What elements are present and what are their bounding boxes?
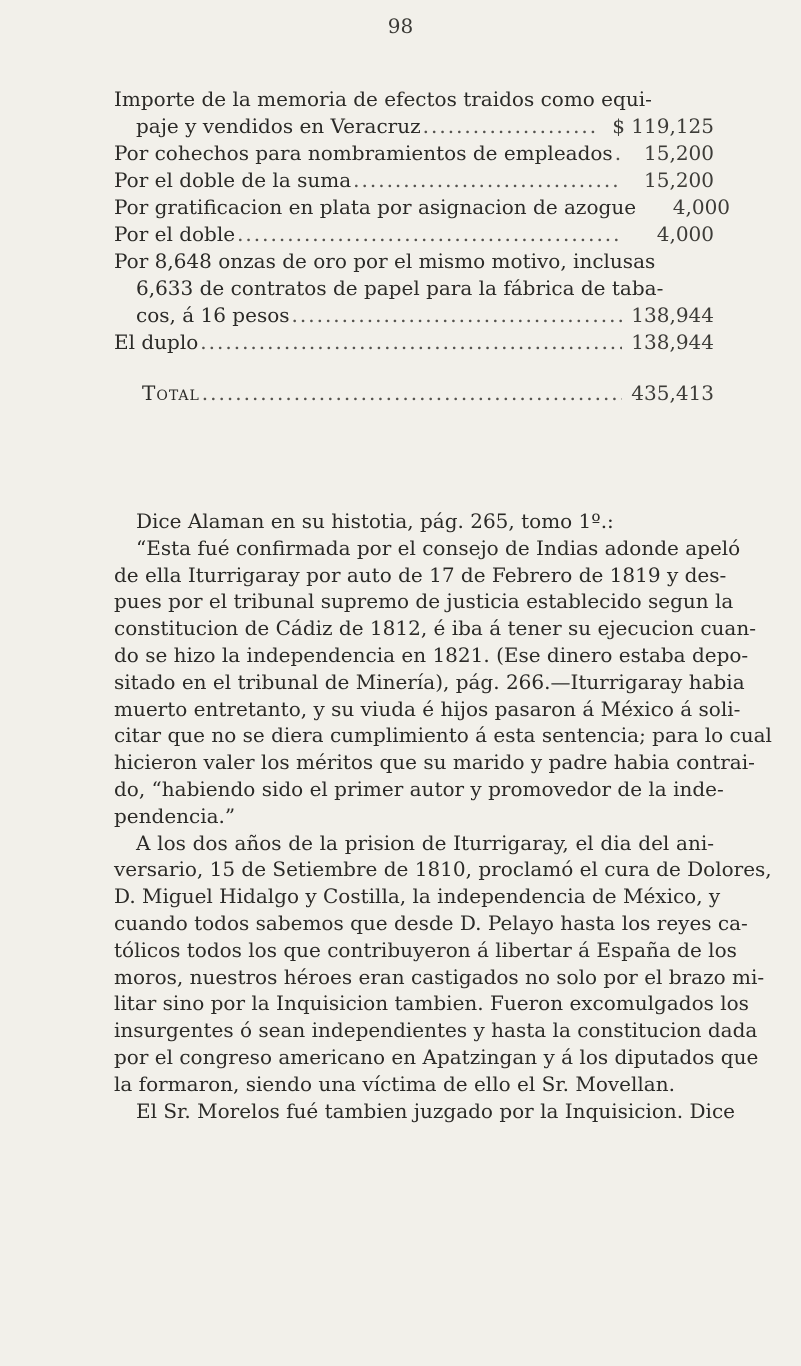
dot-leader bbox=[237, 221, 622, 248]
dot-leader bbox=[200, 329, 622, 356]
ledger-amount: 138,944 bbox=[631, 303, 714, 327]
ledger-description: cos, á 16 pesos bbox=[136, 303, 290, 327]
ledger-description: Por el doble bbox=[114, 222, 236, 246]
ledger-amount: 15,200 bbox=[644, 141, 714, 165]
ledger-description: Por gratificacion en plata por asignacion de azogue bbox=[114, 195, 637, 219]
ledger-description: El duplo bbox=[114, 330, 199, 354]
ledger-total-row bbox=[114, 380, 714, 407]
ledger-row bbox=[114, 167, 714, 194]
ledger-spacer bbox=[114, 356, 714, 380]
ledger-row bbox=[114, 86, 714, 113]
text-line: Dice Alaman en su histotia, pág. 265, tomo 1º.: bbox=[136, 509, 614, 533]
ledger-row bbox=[114, 248, 714, 275]
ledger-description: Por el doble de la suma bbox=[114, 168, 352, 192]
text-line: D. Miguel Hidalgo y Costilla, la independencia de México, y bbox=[114, 884, 721, 909]
ledger-description: Por cohechos para nombramientos de empleados bbox=[114, 141, 613, 165]
ledger-description: Por 8,648 onzas de oro por el mismo motivo, inclusas bbox=[114, 249, 656, 273]
ledger-row bbox=[114, 221, 714, 248]
ledger-description: paje y vendidos en Veracruz bbox=[136, 114, 421, 138]
text-line: insurgentes ó sean independientes y hasta la constitucion dada bbox=[114, 1018, 758, 1043]
ledger-row bbox=[114, 329, 714, 356]
ledger-amount: $ 119,125 bbox=[612, 114, 714, 138]
ledger-amount: 15,200 bbox=[644, 168, 714, 192]
text-line: A los dos años de la prision de Iturrigaray, el dia del ani- bbox=[136, 830, 714, 855]
text-line: El Sr. Morelos fué tambien juzgado por la Inquisicion. Dice bbox=[136, 1098, 735, 1123]
ledger-description: 6,633 de contratos de papel para la fábrica de taba- bbox=[136, 276, 664, 300]
text-line: citar que no se diera cumplimiento á esta sentencia; para lo cual bbox=[114, 723, 772, 748]
text-line: constitucion de Cádiz de 1812, é iba á tener su ejecucion cuan- bbox=[114, 616, 756, 641]
text-line: moros, nuestros héroes eran castigados no solo por el brazo mi- bbox=[114, 964, 765, 989]
text-line: do, “habiendo sido el primer autor y promovedor de la inde- bbox=[114, 776, 724, 801]
ledger-description: Importe de la memoria de efectos traidos como equi- bbox=[114, 87, 652, 111]
ledger-amount: 138,944 bbox=[631, 330, 714, 354]
text-line: la formaron, siendo una víctima de ello el Sr. Movellan. bbox=[114, 1071, 675, 1096]
text-line: versario, 15 de Setiembre de 1810, proclamó el cura de Dolores, bbox=[114, 857, 772, 882]
ledger-row bbox=[114, 113, 714, 140]
dot-leader bbox=[615, 140, 622, 167]
dot-leader bbox=[423, 113, 600, 140]
text-line: litar sino por la Inquisicion tambien. Fueron excomulgados los bbox=[114, 991, 749, 1016]
total-label: Total bbox=[142, 381, 200, 405]
text-line: hicieron valer los méritos que su marido y padre habia contrai- bbox=[114, 750, 755, 775]
text-line: sitado en el tribunal de Minería), pág. 266.—Iturrigaray habia bbox=[114, 669, 745, 694]
text-line: do se hizo la independencia en 1821. (Ese dinero estaba depo- bbox=[114, 642, 749, 667]
body-text bbox=[114, 508, 772, 1124]
text-line: por el congreso americano en Apatzingan y á los diputados que bbox=[114, 1044, 759, 1069]
ledger-row bbox=[114, 302, 714, 329]
text-line: tólicos todos los que contribuyeron á libertar á España de los bbox=[114, 937, 737, 962]
dot-leader bbox=[353, 167, 622, 194]
ledger-amount: 4,000 bbox=[656, 222, 714, 246]
text-line: muerto entretanto, y su viuda é hijos pasaron á México á soli- bbox=[114, 696, 741, 721]
text-line: “Esta fué confirmada por el consejo de Indias adonde apeló bbox=[136, 535, 741, 560]
total-amount: 435,413 bbox=[631, 381, 714, 405]
text-line: pues por el tribunal supremo de justicia establecido segun la bbox=[114, 589, 734, 614]
ledger-row bbox=[114, 194, 731, 221]
dot-leader bbox=[292, 302, 622, 329]
dot-leader bbox=[202, 380, 622, 407]
text-line: pendencia.” bbox=[114, 803, 236, 828]
text-line: cuando todos sabemos que desde D. Pelayo hasta los reyes ca- bbox=[114, 910, 748, 935]
text-line: de ella Iturrigaray por auto de 17 de Febrero de 1819 y des- bbox=[114, 562, 727, 587]
expense-ledger bbox=[114, 86, 731, 407]
ledger-row bbox=[114, 275, 714, 302]
ledger-amount: 4,000 bbox=[672, 195, 731, 219]
ledger-row bbox=[114, 140, 714, 167]
page-number: 98 bbox=[387, 14, 414, 38]
